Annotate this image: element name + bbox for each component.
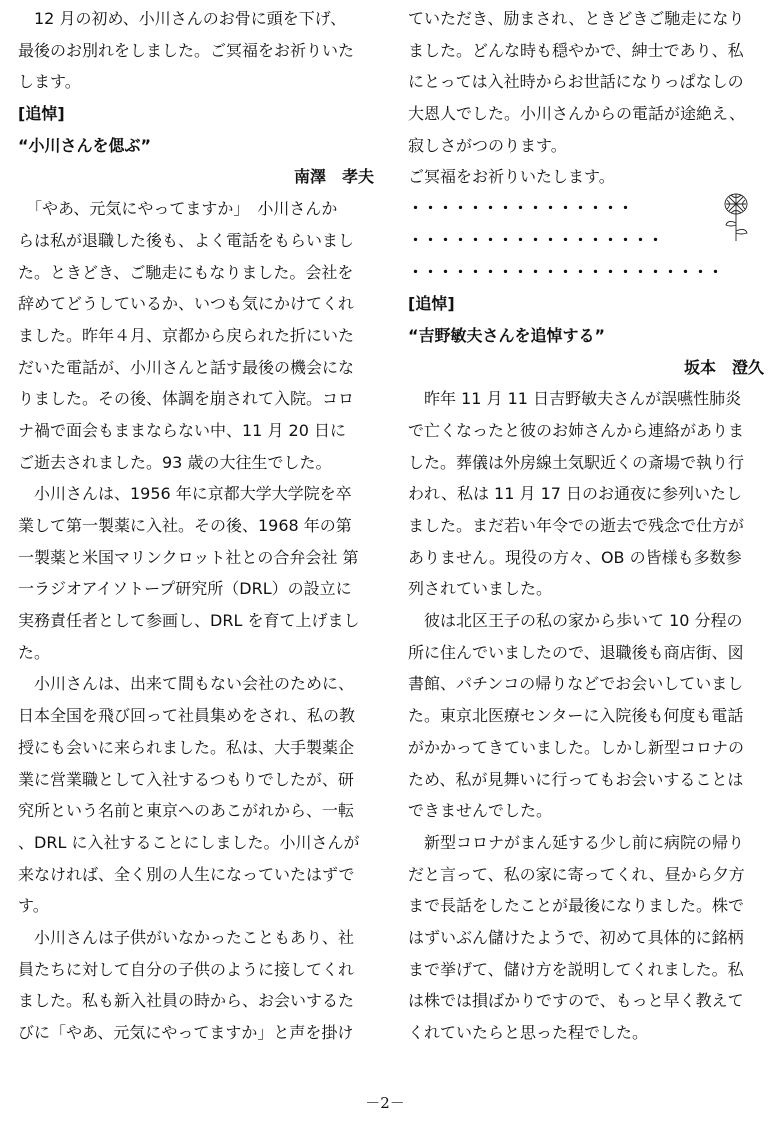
text-line: 寂しさがつのります。 [408, 135, 567, 155]
text-line: 一ラジオアイソトープ研究所（DRL）の設立に [18, 579, 352, 599]
text-line: ていただき、励まされ、ときどきご馳走になり [408, 9, 745, 28]
dot-divider: ・・・・・・・・・・・・・・・・・ [408, 230, 664, 249]
text-line: ました。昨年４月、京都から戻られた折にいた [18, 325, 355, 345]
text-line: だいた電話が、小川さんと話す最後の機会にな [18, 357, 355, 377]
text-line: ありません。現役の方々、OB の皆様も多数参 [408, 547, 742, 567]
text-line: 大恩人でした。小川さんからの電話が途絶え、 [408, 104, 745, 124]
text-line: た。ときどき、ご馳走にもなりました。会社を [18, 262, 354, 282]
text-line: ました。私も新入社員の時から、お会いするた [18, 991, 355, 1011]
text-line: くれていたらと思った程でした。 [408, 1023, 649, 1042]
article-title: “吉野敏夫さんを追悼する” [408, 325, 606, 345]
section-tag: [追悼] [18, 104, 65, 124]
text-line: 列されていました。 [408, 579, 553, 599]
left-column [18, 3, 378, 1049]
text-line: は株では損ばかりですので、もっと早く教えて [408, 991, 744, 1011]
text-line: 新型コロナがまん延する少し前に病院の帰り [408, 832, 745, 852]
right-column [408, 3, 768, 1049]
text-line: 日本全国を飛び回って社員集めをされ、私の教 [18, 706, 355, 726]
page-number: －2－ [365, 1094, 405, 1112]
text-line: 小川さんは子供がいなかったこともあり、社 [18, 927, 355, 947]
text-line: ナ禍で面会もままならない中、11 月 20 日に [18, 420, 346, 440]
text-line: だと言って、私の家に寄ってくれ、昼から夕方 [408, 864, 745, 884]
text-line: 来なければ、全く別の人生になっていたはずで [18, 864, 355, 884]
text-line: にとっては入社時からお世話になりっぱなしの [408, 72, 744, 92]
article-author: 坂本 澄久 [683, 357, 764, 377]
text-line: ご逝去されました。93 歳の大往生でした。 [18, 452, 332, 472]
article-title: “小川さんを偲ぶ” [18, 135, 152, 155]
text-line: 小川さんは、1956 年に京都大学大学院を卒 [18, 484, 352, 504]
text-line: 辞めてどうしているか、いつも気にかけてくれ [18, 294, 355, 314]
text-line: ました。まだ若い年令での逝去で残念で仕方が [408, 516, 745, 535]
text-line: らは私が退職した後も、よく電話をもらいまし [18, 230, 355, 250]
text-line: まで長話をしたことが最後になりました。株で [408, 896, 745, 916]
text-line: 昨年 11 月 11 日吉野敏夫さんが誤嚥性肺炎 [408, 389, 742, 409]
text-line: まで挙げて、儲け方を説明してくれました。私 [408, 959, 744, 979]
text-line: 書館、パチンコの帰りなどでお会いしていまし [408, 674, 744, 694]
text-line: できませんでした。 [408, 801, 553, 821]
text-line: 所に住んでいましたので、退職後も商店街、図 [408, 642, 744, 662]
text-line: がかかってきていました。しかし新型コロナの [408, 737, 745, 757]
text-line: 一製薬と米国マリンクロット社との合弁会社 第 [18, 547, 359, 567]
text-line: 小川さんは、出来て間もない会社のために、 [18, 674, 355, 694]
text-line: す。 [18, 896, 49, 916]
article-author: 南澤 孝夫 [293, 167, 374, 187]
article-body [408, 383, 768, 1048]
text-line: 最後のお別れをしました。ご冥福をお祈りいた [18, 40, 355, 60]
dot-divider: ・・・・・・・・・・・・・・・ [408, 199, 634, 218]
text-line: 業に営業職として入社するつもりでしたが、研 [18, 769, 354, 789]
article-body [18, 193, 378, 1049]
text-line: 究所という名前と東京へのあこがれから、一転 [18, 801, 355, 821]
chrysanthemum-icon [718, 191, 754, 243]
text-line: びに「やあ、元気にやってますか」と声を掛け [18, 1023, 354, 1042]
text-line: 授にも会いに来られました。私は、大手製薬企 [18, 737, 355, 757]
text-line: 実務責任者として参画し、DRL を育て上げまし [18, 611, 360, 631]
section-tag: [追悼] [408, 294, 455, 314]
text-line: ため、私が見舞いに行ってもお会いすることは [408, 769, 744, 789]
text-line: 彼は北区王子の私の家から歩いて 10 分程の [408, 611, 743, 631]
text-line: われ、私は 11 月 17 日のお通夜に参列いたし [408, 484, 743, 504]
dot-divider: ・・・・・・・・・・・・・・・・・・・・・ [408, 262, 724, 281]
text-line: ました。どんな時も穏やかで、紳士であり、私 [408, 40, 744, 60]
text-line: た。 [18, 642, 51, 662]
text-line: 業して第一製薬に入社。その後、1968 年の第 [18, 516, 352, 535]
text-line: 12 月の初め、小川さんのお骨に頭を下げ、 [18, 9, 347, 28]
text-line: はずいぶん儲けたようで、初めて具体的に銘柄 [408, 927, 744, 947]
text-line: りました。その後、体調を崩されて入院。コロ [18, 389, 355, 409]
text-line: 、DRL に入社することにしました。小川さんが [18, 832, 360, 852]
text-line: 「やあ、元気にやってますか」 小川さんか [18, 199, 338, 219]
text-line: た。東京北医療センターに入院後も何度も電話 [408, 706, 744, 726]
text-line: します。 [18, 72, 81, 92]
text-line: 員たちに対して自分の子供のように接してくれ [18, 959, 355, 979]
text-line: で亡くなったと彼のお姉さんから連絡がありま [408, 420, 745, 440]
text-line: した。葬儀は外房線土気駅近くの斎場で執り行 [408, 452, 745, 472]
text-line: ご冥福をお祈りいたします。 [408, 167, 615, 187]
